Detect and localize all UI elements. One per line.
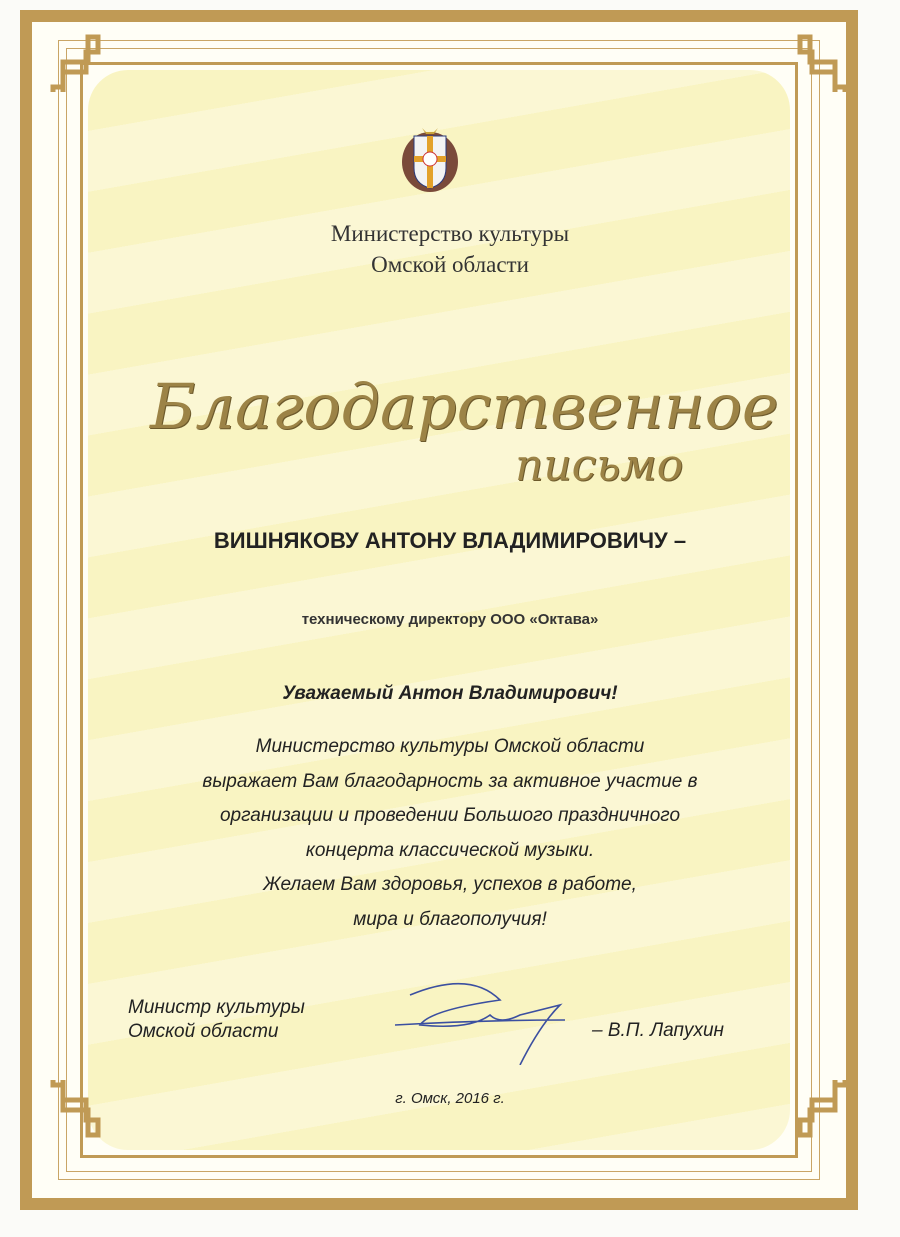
handwritten-signature: [390, 975, 590, 1065]
signatory-name: – В.П. Лапухин: [592, 1020, 724, 1041]
signatory-title-line: Министр культуры: [128, 997, 305, 1018]
coat-of-arms-icon: [400, 122, 460, 194]
recipient-position: техническому директору ООО «Октава»: [301, 611, 599, 628]
body-line: организации и проведении Большого праздничного: [219, 805, 681, 826]
body-line: мира и благополучия!: [353, 908, 547, 930]
body-line: концерта классической музыки.: [305, 839, 595, 861]
corner-ornament: [790, 32, 850, 92]
letter-body: [0, 730, 900, 937]
signatory-title: [128, 996, 305, 1044]
ministry-name: [0, 218, 900, 280]
greeting: Уважаемый Антон Владимирович!: [282, 683, 618, 704]
recipient-name: ВИШНЯКОВУ АНТОНУ ВЛАДИМИРОВИЧУ –: [213, 528, 687, 553]
corner-ornament: [790, 1080, 850, 1140]
ministry-line: Омской области: [371, 252, 529, 277]
body-line: Министерство культуры Омской области: [255, 736, 645, 757]
place-date: г. Омск, 2016 г.: [395, 1090, 505, 1107]
corner-ornament: [48, 32, 108, 92]
signatory-title-line: Омской области: [128, 1021, 279, 1042]
title-line2: письмо: [515, 440, 684, 491]
corner-ornament: [48, 1080, 108, 1140]
ministry-line: Министерство культуры: [330, 221, 570, 246]
title-line1: Благодарственное: [150, 370, 779, 443]
body-line: выражает Вам благодарность за активное участие в: [202, 770, 698, 792]
body-line: Желаем Вам здоровья, успехов в работе,: [263, 874, 637, 895]
